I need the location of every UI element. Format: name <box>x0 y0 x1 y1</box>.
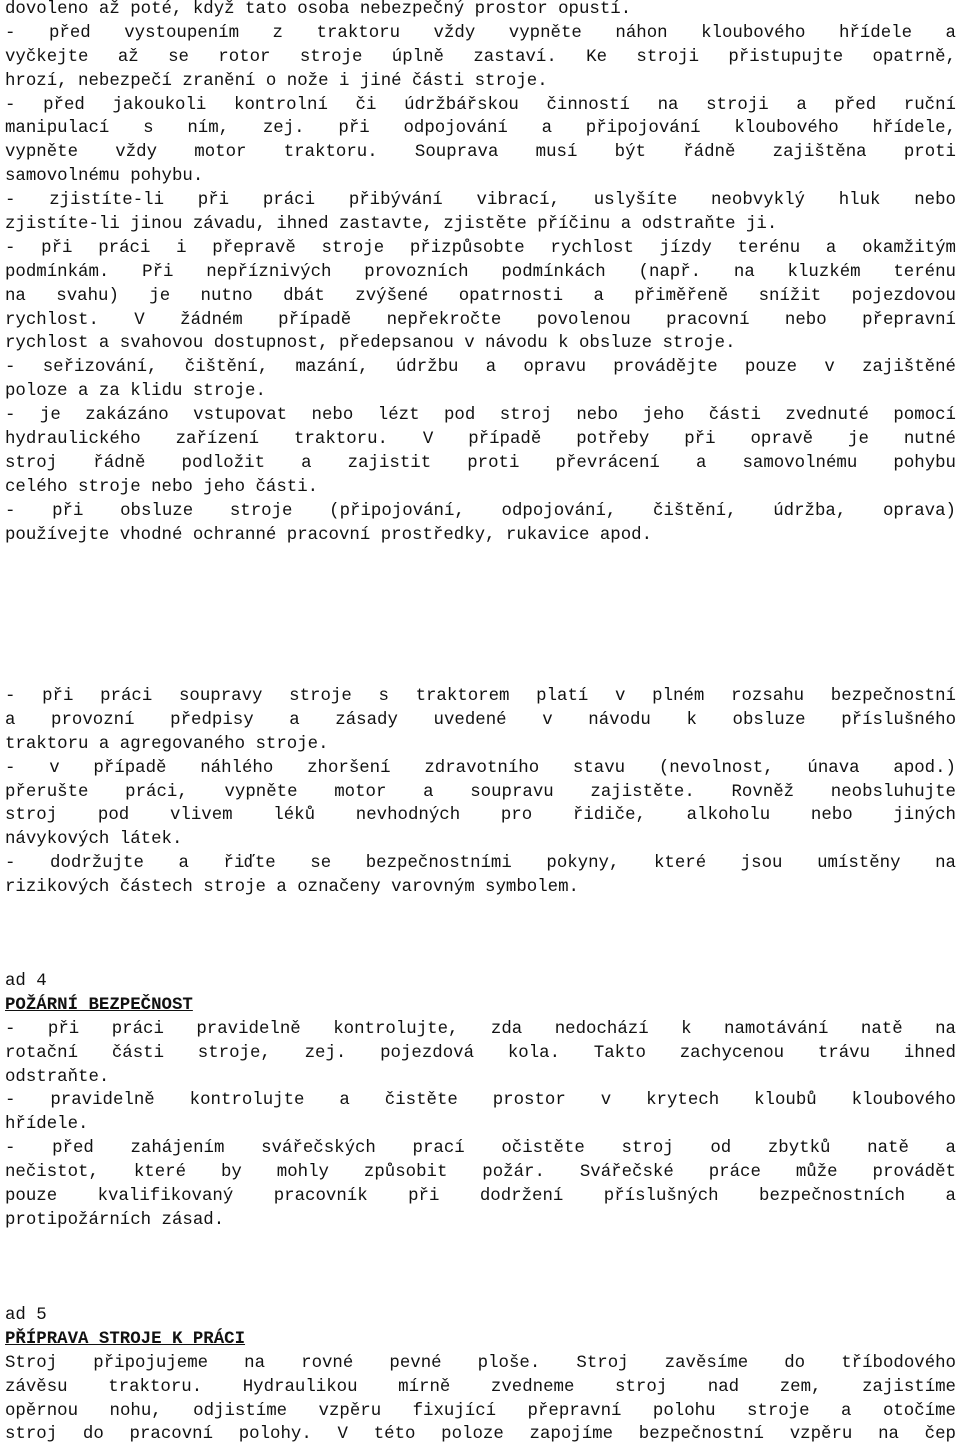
text-line: závěsu traktoru. Hydraulikou mírně zvedneme stroj nad zem, zajistíme <box>5 1377 956 1397</box>
text-line: odstraňte. <box>5 1067 110 1087</box>
text-line: stroj do pracovní polohy. V této poloze zapojíme bezpečnostní vzpěru na čep <box>5 1425 956 1445</box>
text-line: - dodržujte a řiďte se bezpečnostními pokyny, které jsou umístěny na <box>5 854 956 874</box>
text-line: protipožárních zásad. <box>5 1210 225 1230</box>
section-fire-safety <box>5 970 956 1233</box>
text-line: samovolnému pohybu. <box>5 167 204 187</box>
text-line: stroj řádně podložit a zajistit proti převrácení a samovolnému pohybu <box>5 453 956 473</box>
text-line: hrozí, nebezpečí zranění o nože i jiné části stroje. <box>5 71 548 91</box>
text-line: rotační části stroje, zej. pojezdová kola. Takto zachycenou trávu ihned <box>5 1043 956 1063</box>
text-line: Stroj připojujeme na rovné pevné ploše. Stroj zavěsíme do tříbodového <box>5 1353 956 1373</box>
text-line: - zjistíte-li při práci přibývání vibrací, uslyšíte neobvyklý hluk nebo <box>5 191 956 211</box>
text-line: - pravidelně kontrolujte a čistěte prostor v krytech kloubů kloubového <box>5 1091 956 1111</box>
text-line: - před zahájením svářečských prací očistěte stroj od zbytků natě a <box>5 1139 956 1159</box>
text-line: vypněte vždy motor traktoru. Souprava musí být řádně zajištěna proti <box>5 143 956 163</box>
text-line: poloze a za klidu stroje. <box>5 382 266 402</box>
text-line: přerušte práci, vypněte motor a soupravu zajistěte. Rovněž neobsluhujte <box>5 782 956 802</box>
text-line: stroj pod vlivem léků nevhodných pro řidiče, alkoholu nebo jiných <box>5 806 956 826</box>
text-line: návykových látek. <box>5 830 183 850</box>
text-line: hydraulického zařízení traktoru. V případě potřeby při opravě je nutné <box>5 430 956 450</box>
section-heading: PŘÍPRAVA STROJE K PRÁCI <box>5 1329 246 1349</box>
section-heading: POŽÁRNÍ BEZPEČNOST <box>5 995 193 1015</box>
section-machine-preparation <box>5 1304 956 1447</box>
text-line: - před jakoukoli kontrolní či údržbářskou činností na stroji a před ruční <box>5 95 956 115</box>
text-line: rychlost a svahovou dostupnost, předepsanou v návodu k obsluze stroje. <box>5 334 736 354</box>
section-ref: ad 5 <box>5 1306 47 1325</box>
text-line: manipulací s ním, zej. při odpojování a připojování kloubového hřídele, <box>5 119 956 139</box>
text-line: - při práci pravidelně kontrolujte, zda nedochází k namotávání natě na <box>5 1019 956 1039</box>
text-line: - seřizování, čištění, mazání, údržbu a opravu provádějte pouze v zajištěné <box>5 358 956 378</box>
section-ref: ad 4 <box>5 972 47 991</box>
text-line: - před vystoupením z traktoru vždy vypněte náhon kloubového hřídele a <box>5 23 956 43</box>
safety-instructions-text <box>5 0 956 547</box>
text-line: vyčkejte až se rotor stroje úplně zastaví. Ke stroji přistupujte opatrně, <box>5 47 956 67</box>
text-line: pouze kvalifikovaný pracovník při dodržení příslušných bezpečnostních a <box>5 1187 956 1207</box>
text-line: hřídele. <box>5 1115 89 1135</box>
text-line: nečistot, které by mohly způsobit požár. Svářečské práce může provádět <box>5 1163 956 1183</box>
text-line: - při práci i přepravě stroje přizpůsobte rychlost jízdy terénu a okamžitým <box>5 238 956 258</box>
text-line: - při obsluze stroje (připojování, odpojování, čištění, údržba, oprava) <box>5 501 956 521</box>
text-line: opěrnou nohu, odjistíme vzpěru fixující přepravní polohu stroje a otočíme <box>5 1401 956 1421</box>
text-line: používejte vhodné ochranné pracovní prostředky, rukavice apod. <box>5 525 653 545</box>
text-line: podmínkám. Při nepříznivých provozních podmínkách (např. na kluzkém terénu <box>5 262 956 282</box>
text-line: - v případě náhlého zhoršení zdravotního stavu (nevolnost, únava apod.) <box>5 758 956 778</box>
text-line: rizikových částech stroje a označeny varovným symbolem. <box>5 878 579 898</box>
text-line: - je zakázáno vstupovat nebo lézt pod stroj nebo jeho části zvednuté pomocí <box>5 406 956 426</box>
text-line: rychlost. V žádném případě nepřekročte povolenou pracovní nebo přepravní <box>5 310 956 330</box>
text-line: zjistíte-li jinou závadu, ihned zastavte, zjistěte příčinu a odstraňte ji. <box>5 215 778 235</box>
text-line: dovoleno až poté, když tato osoba nebezpečný prostor opustí. <box>5 0 632 19</box>
text-line: celého stroje nebo jeho části. <box>5 477 319 497</box>
text-line: a provozní předpisy a zásady uvedené v návodu k obsluze příslušného <box>5 710 956 730</box>
text-line: traktoru a agregovaného stroje. <box>5 734 329 754</box>
operation-instructions-text <box>5 685 956 900</box>
text-line: - při práci soupravy stroje s traktorem platí v plném rozsahu bezpečnostní <box>5 687 956 706</box>
text-line: na svahu) je nutno dbát zvýšené opatrnosti a přiměřeně snížit pojezdovou <box>5 286 956 306</box>
